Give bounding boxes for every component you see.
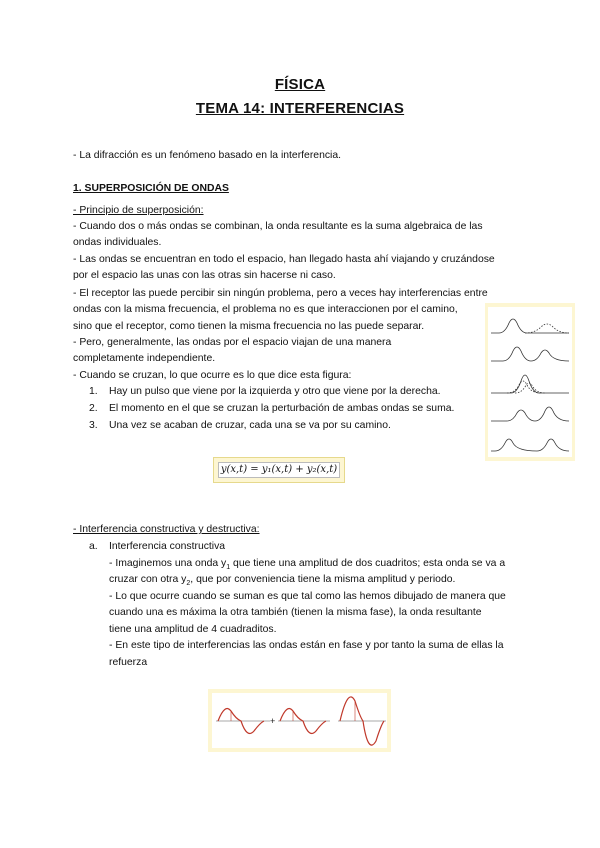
paragraph-line: - Las ondas se encuentran en todo el espacio, han llegado hasta ahí viajando y cruzándose: [73, 254, 495, 265]
paragraph-line: - Pero, generalmente, las ondas por el espacio viajan de una manera: [73, 337, 392, 348]
subscript: 1: [226, 564, 231, 572]
list-item: El momento en el que se cruzan la perturbación de ambas ondas se suma.: [109, 403, 455, 414]
text-run: que tiene una amplitud de dos cuadritos; esta onda se va a: [230, 558, 506, 569]
paragraph-line: sino que el receptor, como tienen la misma frecuencia no las puede separar.: [73, 321, 425, 332]
list-number: 2.: [89, 403, 98, 414]
paragraph-line: - Lo que ocurre cuando se suman es que tal como las hemos dibujado de manera que: [109, 591, 506, 602]
plus-sign: +: [270, 716, 276, 726]
text-run: - Imaginemos una onda y: [109, 558, 227, 569]
pulse-superposition-figure: [485, 303, 575, 461]
section-subheading-2: - Interferencia constructiva y destructiva:: [73, 524, 260, 535]
paragraph-line: - Cuando se cruzan, lo que ocurre es lo que dice esta figura:: [73, 370, 352, 381]
wave-diagram: [208, 689, 391, 752]
text-run: , que por conveniencia tiene la misma amplitud y periodo.: [190, 574, 456, 585]
paragraph-line: completamente independiente.: [73, 353, 216, 364]
text-run: cruzar con otra y: [109, 574, 187, 585]
paragraph-line: refuerza: [109, 657, 148, 668]
subscript: 2: [186, 580, 191, 588]
list-marker: a.: [89, 541, 98, 552]
page-title: TEMA 14: INTERFERENCIAS: [195, 100, 405, 117]
formula-text: y(x,t) = y₁(x,t) + y₂(x,t): [218, 462, 340, 478]
list-item: Hay un pulso que viene por la izquierda y otro que viene por la derecha.: [109, 386, 441, 397]
intro-text: - La difracción es un fenómeno basado en la interferencia.: [73, 150, 342, 161]
paragraph-line: por el espacio las unas con las otras sin hacerse ni caso.: [73, 270, 336, 281]
section-subheading: - Principio de superposición:: [73, 205, 204, 216]
section-heading: 1. SUPERPOSICIÓN DE ONDAS: [73, 183, 229, 194]
paragraph-line: - En este tipo de interferencias las ondas están en fase y por tanto la suma de ellas la: [109, 640, 504, 651]
paragraph-line: - Cuando dos o más ondas se combinan, la onda resultante es la suma algebraica de las: [73, 221, 483, 232]
list-number: 3.: [89, 420, 98, 431]
superposition-formula: [213, 457, 345, 483]
page-subject: FÍSICA: [274, 76, 326, 93]
paragraph-line: - El receptor las puede percibir sin ningún problema, pero a veces hay interferencias entre: [73, 288, 488, 299]
pulse-diagram: [485, 303, 575, 461]
list-item-title: Interferencia constructiva: [109, 541, 226, 552]
constructive-interference-figure: [208, 689, 391, 752]
paragraph-line: cuando una es máxima la otra también (tienen la misma fase), la onda resultante: [109, 607, 482, 618]
list-item: Una vez se acaban de cruzar, cada una se va por su camino.: [109, 420, 391, 431]
paragraph-line: ondas individuales.: [73, 237, 162, 248]
paragraph-line: tiene una amplitud de 4 cuadraditos.: [109, 624, 277, 635]
list-number: 1.: [89, 386, 98, 397]
paragraph-line: ondas con la misma frecuencia, el problema no es que interaccionen por el camino,: [73, 304, 458, 315]
